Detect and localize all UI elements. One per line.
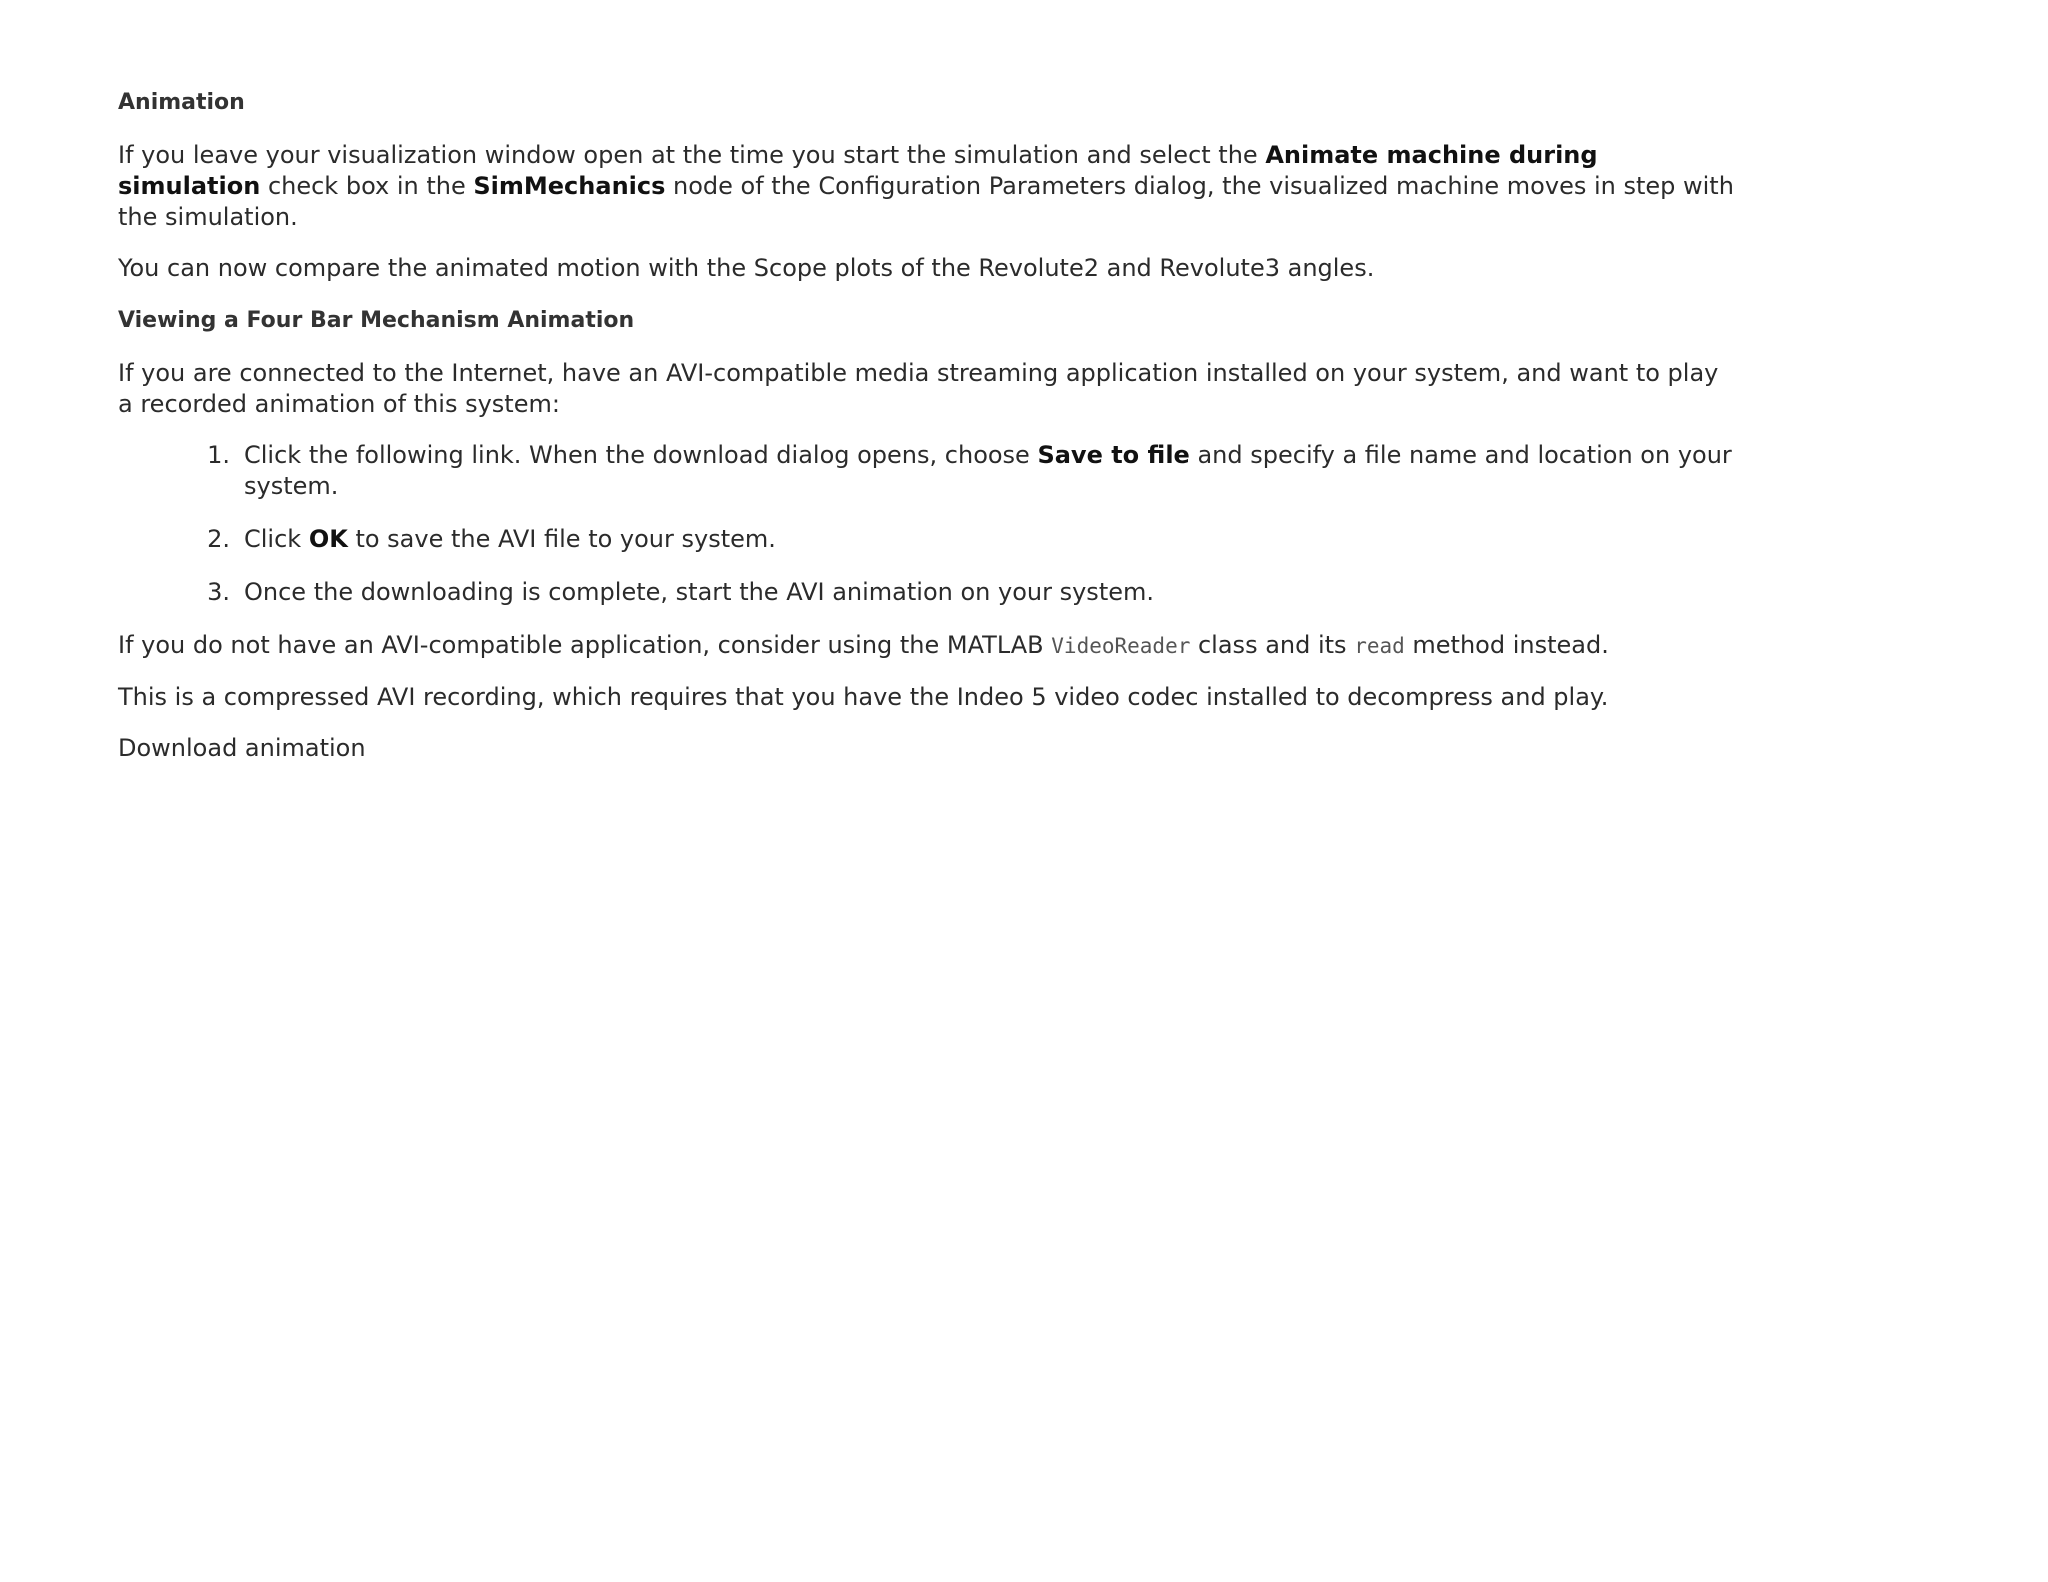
- section-heading-animation: Animation: [118, 90, 245, 115]
- step-2: [118, 524, 1738, 555]
- text-run: class and its: [1190, 631, 1355, 659]
- bold-term-ok: OK: [308, 525, 348, 553]
- bold-term-simmechanics: SimMechanics: [473, 172, 666, 200]
- text-run: node of the Configuration Parameters dialog, the visualized machine moves in step with the simulation.: [118, 172, 1734, 231]
- text-run: If you leave your visualization window open at the time you start the simulation and select the: [118, 141, 1266, 169]
- text-run: If you do not have an AVI-compatible application, consider using the MATLAB: [118, 631, 1052, 659]
- animation-paragraph: [118, 140, 1738, 233]
- text-run: Click: [244, 525, 309, 553]
- step-number: 1.: [207, 441, 230, 469]
- alternative-paragraph: [118, 630, 1738, 662]
- step-1: [118, 440, 1738, 502]
- text-run: to save the AVI file to your system.: [347, 525, 776, 553]
- bold-term-animate-machine: Animate machine during simulation: [118, 141, 1598, 200]
- steps-list: [118, 440, 1738, 608]
- step-number: 2.: [207, 525, 230, 553]
- download-animation-link[interactable]: Download animation: [118, 734, 366, 762]
- document-page: [118, 86, 1738, 762]
- step-3: [118, 577, 1738, 608]
- text-run: check box in the: [260, 172, 474, 200]
- bold-term-save-to-file: Save to file: [1037, 441, 1190, 469]
- text-run: Once the downloading is complete, start the AVI animation on your system.: [244, 578, 1154, 606]
- code-read: read: [1354, 634, 1405, 658]
- text-run: method instead.: [1404, 631, 1609, 659]
- section-heading-viewing: Viewing a Four Bar Mechanism Animation: [118, 308, 635, 333]
- code-videoreader: VideoReader: [1051, 634, 1191, 658]
- text-run: and specify a file name and location on your system.: [244, 441, 1732, 500]
- viewing-intro-paragraph: If you are connected to the Internet, have an AVI-compatible media streaming application installed on your system, and want to play a recorded animation of this system:: [118, 359, 1719, 418]
- compare-paragraph: You can now compare the animated motion with the Scope plots of the Revolute2 and Revolute3 angles.: [118, 254, 1375, 282]
- text-run: Click the following link. When the download dialog opens, choose: [244, 441, 1038, 469]
- compressed-note-paragraph: This is a compressed AVI recording, which requires that you have the Indeo 5 video codec installed to decompress and play.: [118, 683, 1609, 711]
- step-number: 3.: [207, 578, 230, 606]
